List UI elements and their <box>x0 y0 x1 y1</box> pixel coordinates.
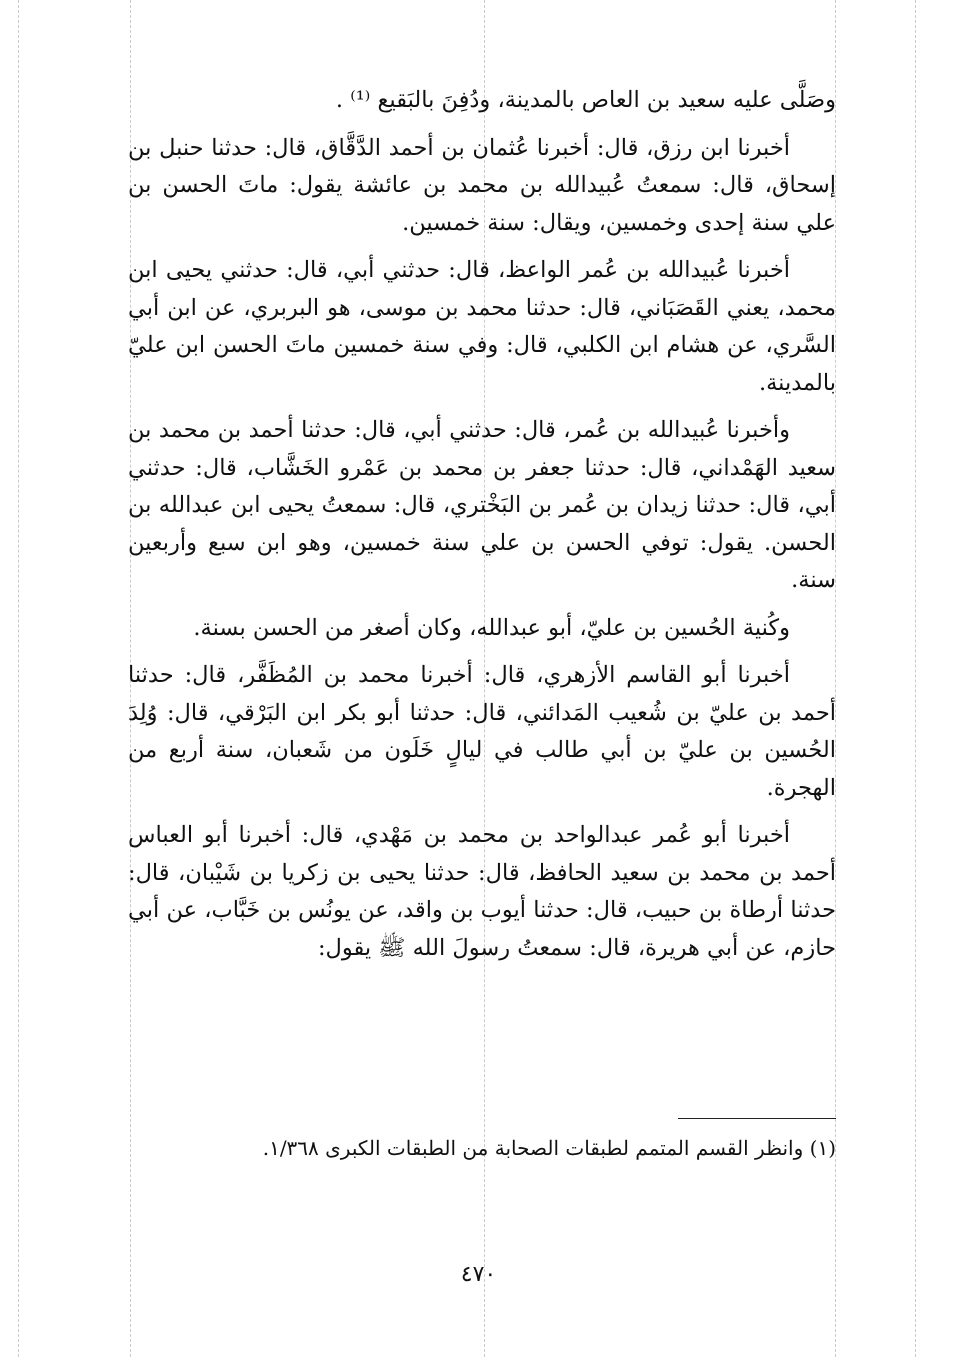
footnote: (١) وانظر القسم المتمم لطبقات الصحابة من الطبقات الكبرى ١/٣٦٨. <box>262 1136 836 1160</box>
paragraph: أخبرنا أبو عُمر عبدالواحد بن محمد بن مَهْدي، قال: أخبرنا أبو العباس أحمد بن محمد بن سعيد الحافظ، قال: حدثنا يحيى بن زكريا بن شَيْبان، قال: حدثنا أرطاة بن حبيب، قال: حدثنا أيوب بن واقد، عن يونُس بن خَبَّاب، عن أبي حازم، عن أبي هريرة، قال: سمعتُ رسولَ الله ﷺ يقول: <box>128 822 836 961</box>
paragraph: وصَلَّى عليه سعيد بن العاص بالمدينة، ودُفِنَ بالبَقيع ⁽¹⁾ . <box>335 87 836 113</box>
page-number: ٤٧٠ <box>460 1262 497 1287</box>
paragraph: أخبرنا ابن رزق، قال: أخبرنا عُثمان بن أحمد الدَّقَّاق، قال: حدثنا حنبل بن إسحاق، قال: سمعتُ عُبيدالله بن محمد بن عائشة يقول: ماتَ الحسن بن علي سنة إحدى وخمسين، ويقال: سنة خمسين. <box>128 134 836 236</box>
paragraph: أخبرنا أبو القاسم الأزهري، قال: أخبرنا محمد بن المُظَفَّر، قال: حدثنا أحمد بن عليّ بن شُعيب المَدائني، قال: حدثنا أبو بكر ابن البَرْقي، قال: وُلِدَ الحُسين بن عليّ بن أبي طالب في ليالٍ خَلَون من شَعبان، سنة أربع من الهجرة. <box>128 662 836 801</box>
paragraph: وأخبرنا عُبيدالله بن عُمر، قال: حدثني أبي، قال: حدثنا أحمد بن محمد بن سعيد الهَمْداني، قال: حدثنا جعفر بن محمد بن عَمْرو الخَشَّاب، قال: حدثني أبي، قال: حدثنا زيدان بن عُمر بن البَخْتري، قال: سمعتُ يحيى ابن عبدالله بن الحسن. يقول: توفي الحسن بن علي سنة خمسين، وهو ابن سبع وأربعين سنة. <box>128 417 836 593</box>
paragraph: وكُنية الحُسين بن عليّ، أبو عبدالله، وكان أصغر من الحسن بسنة. <box>193 614 790 641</box>
footnote-separator <box>678 1118 836 1119</box>
page-body <box>128 82 836 977</box>
scan-guide-line <box>18 0 19 1357</box>
paragraph: أخبرنا عُبيدالله بن عُمر الواعظ، قال: حدثني أبي، قال: حدثني يحيى ابن محمد، يعني القَصَبَاني، قال: حدثنا محمد بن موسى، هو البربري، عن ابن أبي السَّري، عن هشام ابن الكلبي، قال: وفي سنة خمسين ماتَ الحسن ابن عليّ بالمدينة. <box>128 257 836 396</box>
scan-guide-line <box>915 0 916 1357</box>
